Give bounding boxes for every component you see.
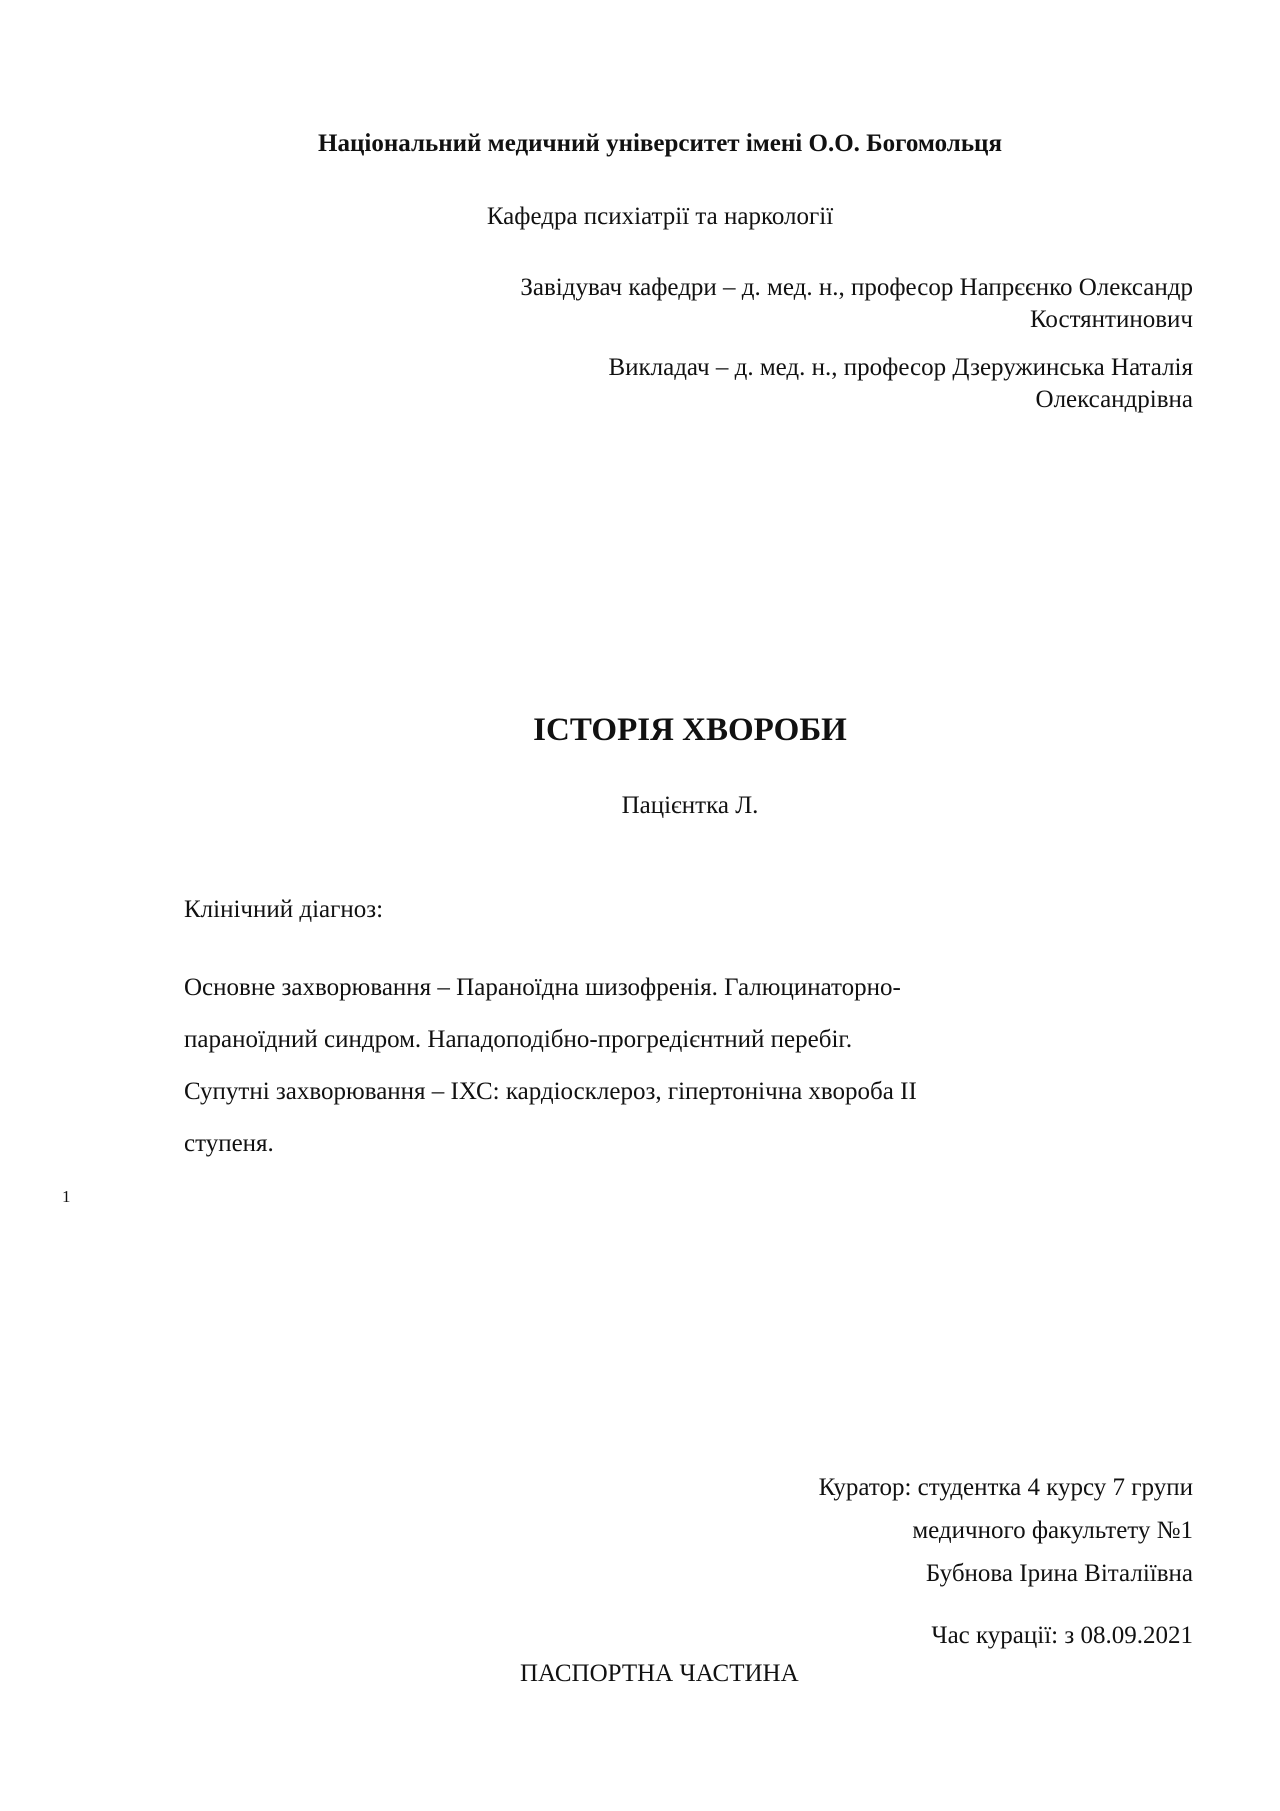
curator-line: Бубнова Ірина Віталіївна: [925, 1560, 1193, 1587]
lecturer-line: Викладач – д. мед. н., професор Дзеружинська Наталія: [608, 354, 1193, 381]
diagnosis-text: [184, 962, 1084, 1170]
curator-line: Куратор: студентка 4 курсу 7 групи: [818, 1474, 1193, 1501]
diagnosis-line: Супутні захворювання – ІХС: кардіосклероз, гіпертонічна хвороба ІІ: [184, 1078, 917, 1105]
department-name: Кафедра психіатрії та наркології: [486, 203, 834, 230]
section-heading-passport: ПАСПОРТНА ЧАСТИНА: [520, 1660, 799, 1687]
diagnosis-line: Основне захворювання – Параноїдна шизофренія. Галюцинаторно-: [184, 974, 901, 1001]
diagnosis-line: параноїдний синдром. Нападоподібно-прогредієнтний перебіг.: [184, 1026, 853, 1053]
page-number: 1: [62, 1187, 71, 1206]
diagnosis-label: Клінічний діагноз:: [184, 896, 384, 923]
lecturer: [608, 352, 1193, 416]
patient-name: Пацієнтка Л.: [621, 792, 759, 819]
curator-block: [819, 1466, 1193, 1595]
head-of-department: [520, 272, 1193, 336]
lecturer-line: Олександрівна: [1035, 386, 1193, 413]
diagnosis-line: ступеня.: [184, 1130, 274, 1157]
university-name: Національний медичний університет імені О.О. Богомольця: [318, 130, 1002, 157]
head-of-department-line: Костянтинович: [1029, 306, 1193, 333]
document-title: ІСТОРІЯ ХВОРОБИ: [533, 712, 847, 748]
head-of-department-line: Завідувач кафедри – д. мед. н., професор Напрєєнко Олександр: [520, 274, 1193, 301]
curator-line: медичного факультету №1: [912, 1517, 1193, 1544]
curation-time: Час курації: з 08.09.2021: [931, 1622, 1193, 1649]
